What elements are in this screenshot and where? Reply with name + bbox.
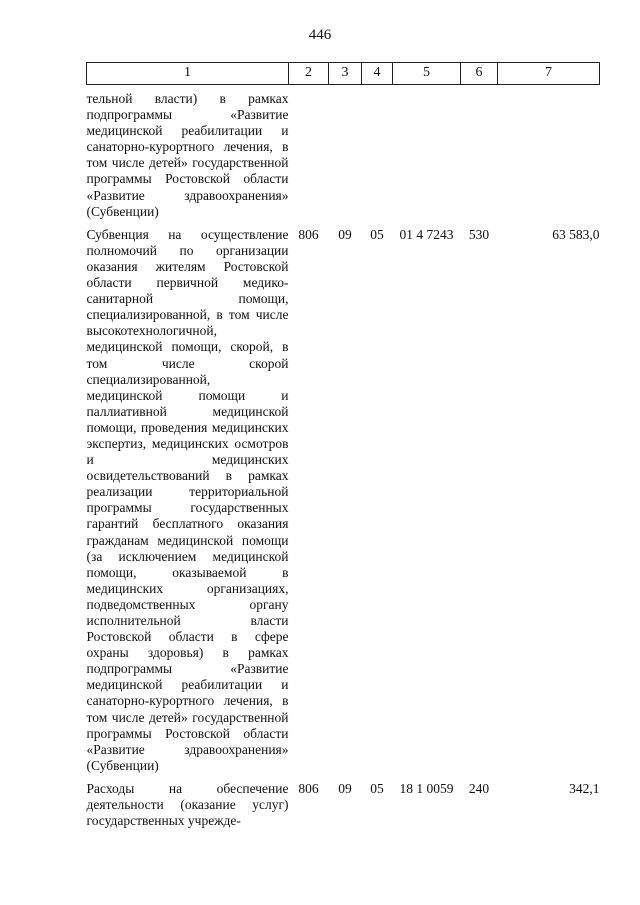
row-description: Расходы на обеспечение деятельности (оказание услуг) государственных учрежде- [86, 780, 289, 829]
page-number: 446 [308, 27, 332, 43]
header-row [87, 63, 600, 85]
row-ministry-code [289, 85, 329, 220]
row-subsection: 05 [370, 780, 384, 796]
row-amount: 342,1 [569, 780, 600, 796]
header-col-5: 5 [393, 63, 461, 85]
row-expense-type [461, 85, 498, 220]
header-col-2: 2 [289, 63, 329, 85]
row-subsection: 05 [370, 226, 384, 242]
table-row [87, 85, 600, 220]
row-amount [498, 85, 600, 220]
header-col-6: 6 [461, 63, 498, 85]
row-section [329, 85, 362, 220]
row-target-article: 01 4 7243 [399, 226, 454, 242]
row-subsection [362, 85, 393, 220]
row-expense-type: 530 [468, 226, 490, 242]
row-target-article: 18 1 0059 [399, 780, 454, 796]
row-section: 09 [338, 780, 352, 796]
table-row [87, 220, 600, 774]
table-row [87, 774, 600, 829]
budget-table [86, 62, 600, 829]
row-description: тельной власти) в рамках подпрограммы «Развитие медицинской реабилитации и санаторно-курортного лечения, в том числе детей» государственной программы Ростовской области «Развитие здравоохранения» (Субвенции) [86, 91, 289, 219]
row-expense-type: 240 [468, 780, 490, 796]
header-col-4: 4 [362, 63, 393, 85]
row-ministry-code: 806 [298, 780, 319, 796]
row-description: Субвенция на осуществление полномочий по организации оказания жителям Ростовской области первичной медико-санитарной помощи, специализированной, в том числе высокотехнологичной, медицинской помощи, скорой, в том числе скорой специализированной, медицинской помощи и паллиативной медицинской помощи, проведения медицинских экспертиз, медицинских осмотров и медицинских освидетельствований в рамках реализации территориальной программы государственных гарантий бесплатного оказания гражданам медицинской помощи (за исключением медицинской помощи, оказываемой в медицинских организациях, подведомственных органу исполнительной власти Ростовской области в сфере охраны здоровья) в рамках подпрограммы «Развитие медицинской реабилитации и санаторно-курортного лечения, в том числе детей» государственной программы Ростовской области «Развитие здравоохранения» (Субвенции) [86, 226, 289, 773]
header-col-7: 7 [498, 63, 600, 85]
row-ministry-code: 806 [298, 226, 319, 242]
row-amount: 63 583,0 [552, 226, 600, 242]
header-col-3: 3 [329, 63, 362, 85]
header-col-1: 1 [87, 63, 289, 85]
row-section: 09 [338, 226, 352, 242]
row-target-article [393, 85, 461, 220]
